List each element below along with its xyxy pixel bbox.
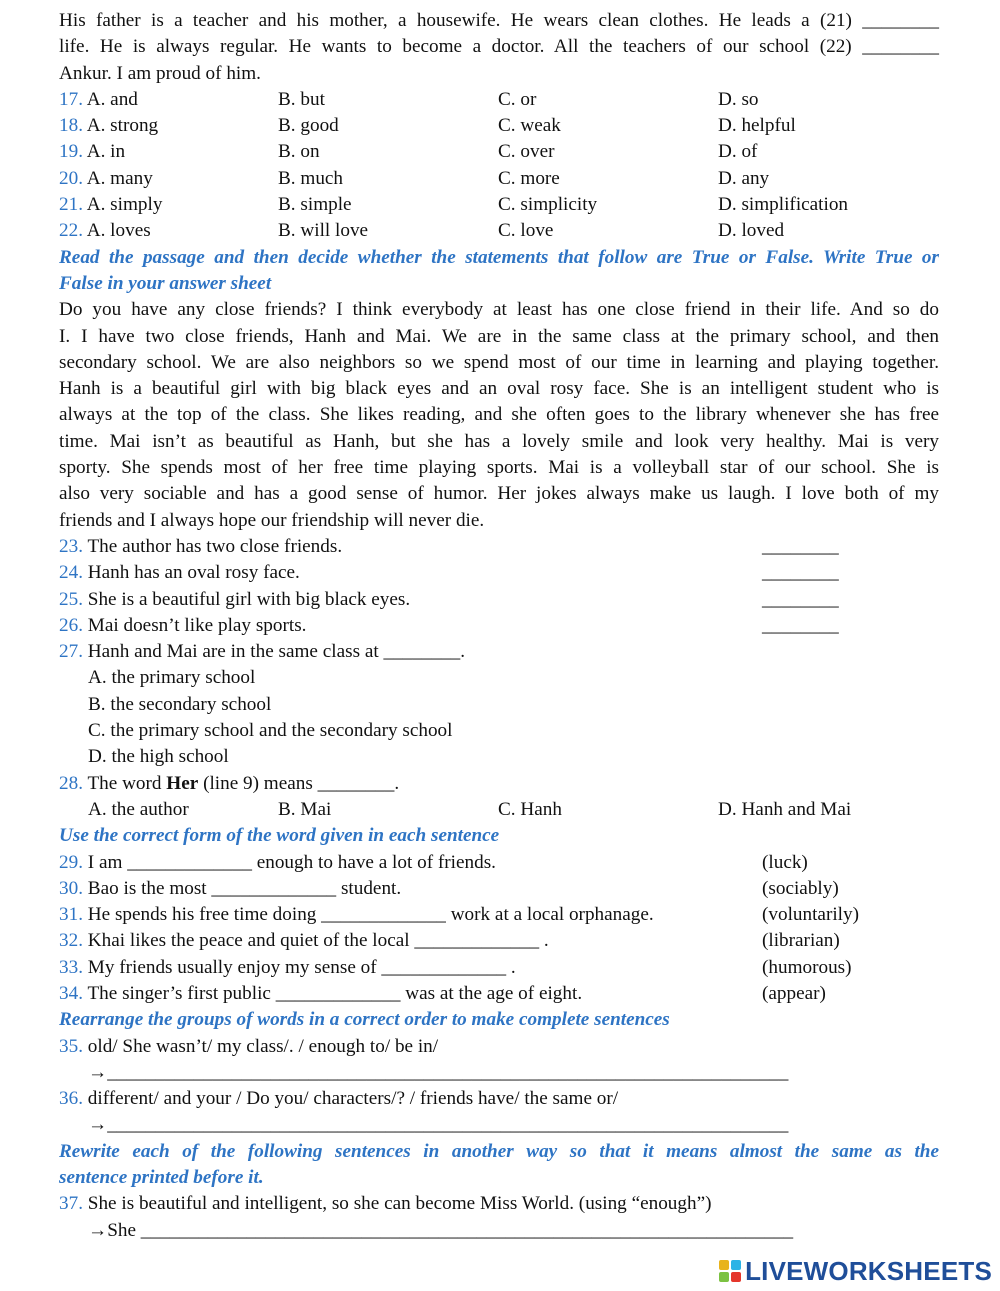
option-d[interactable]: D. so xyxy=(718,88,759,110)
reading-line: I. I have two close friends, Hanh and Mai. We are in the same class at the primary school, and then xyxy=(59,325,939,347)
rearrange-question-36 xyxy=(59,1086,939,1112)
sentence[interactable]: My friends usually enjoy my sense of _____________ . xyxy=(87,956,516,978)
option-b[interactable]: B. the secondary school xyxy=(88,693,272,715)
reading-line: Do you have any close friends? I think everybody at least has one close friend in their life. And so do xyxy=(59,299,939,321)
liveworksheets-logo[interactable] xyxy=(719,1256,992,1286)
section-instruction: False in your answer sheet xyxy=(59,272,272,294)
reading-line: also very sociable and has a good sense of humor. Her jokes always make us laugh. I love both of my xyxy=(59,483,939,505)
word-hint: (luck) xyxy=(762,851,808,873)
question-27 xyxy=(59,639,939,665)
option-b[interactable]: B. will love xyxy=(278,220,369,242)
question-number: 17. xyxy=(59,88,83,110)
question-number: 27. xyxy=(59,641,83,663)
option-c[interactable]: C. weak xyxy=(498,115,561,137)
option-c[interactable]: C. more xyxy=(498,167,560,189)
statement: Mai doesn’t like play sports. xyxy=(87,614,307,636)
option-a[interactable]: A. the author xyxy=(88,798,189,820)
tf-question-25 xyxy=(59,587,939,613)
option-d[interactable]: D. of xyxy=(718,141,758,163)
section-instruction: Read the passage and then decide whether the statements that follow are True or False. Write True or xyxy=(59,246,939,268)
logo-icon xyxy=(719,1260,741,1282)
reading-line: Hanh is a beautiful girl with big black eyes and an oval rosy face. She is an intelligent student who is xyxy=(59,378,939,400)
question-number: 35. xyxy=(59,1035,83,1057)
sentence[interactable]: He spends his free time doing _____________ work at a local orphanage. xyxy=(87,904,654,926)
word-hint: (appear) xyxy=(762,982,826,1004)
passage-line: life. He is always regular. He wants to become a doctor. All the teachers of our school (22) ________ xyxy=(59,36,939,58)
wf-question-33 xyxy=(59,955,939,981)
reading-line: secondary school. We are also neighbors so we spend most of our time in learning and playing together. xyxy=(59,351,939,373)
option-a[interactable]: A. loves xyxy=(86,220,151,242)
wf-question-34 xyxy=(59,981,939,1007)
option-a[interactable]: A. and xyxy=(86,88,138,110)
option-a[interactable]: A. many xyxy=(86,167,153,189)
answer-blank[interactable]: ________ xyxy=(762,562,839,584)
option-d[interactable]: D. loved xyxy=(718,220,785,242)
option-a[interactable]: A. strong xyxy=(86,115,159,137)
question-number: 37. xyxy=(59,1193,83,1215)
option-b[interactable]: B. on xyxy=(278,141,320,163)
tf-question-24 xyxy=(59,560,939,586)
rearrange-question-35 xyxy=(59,1034,939,1060)
mc-question-20 xyxy=(59,166,939,192)
option-d[interactable]: D. any xyxy=(718,167,770,189)
sentence[interactable]: Bao is the most _____________ student. xyxy=(87,877,402,899)
option-d[interactable]: D. Hanh and Mai xyxy=(718,798,852,820)
word-groups: old/ She wasn’t/ my class/. / enough to/ be in/ xyxy=(87,1035,439,1057)
option-b[interactable]: B. but xyxy=(278,88,325,110)
tf-question-23 xyxy=(59,534,939,560)
question-number: 34. xyxy=(59,982,83,1004)
question-number: 31. xyxy=(59,904,83,926)
bold-word: Her xyxy=(166,772,199,794)
option-c[interactable]: C. the primary school and the secondary school xyxy=(88,720,453,742)
question-number: 18. xyxy=(59,115,83,137)
reading-line: always at the top of the class. She likes reading, and she often goes to the library whenever she has free xyxy=(59,404,939,426)
answer-blank[interactable]: ________ xyxy=(762,588,839,610)
brand-name: LIVEWORKSHEETS xyxy=(745,1255,992,1286)
answer-blank[interactable]: ________ xyxy=(762,535,839,557)
sentence[interactable]: The singer’s first public _____________ was at the age of eight. xyxy=(87,982,583,1004)
question-number: 24. xyxy=(59,562,83,584)
question-number: 30. xyxy=(59,877,83,899)
mc-question-19 xyxy=(59,139,939,165)
option-a[interactable]: A. simply xyxy=(86,194,163,216)
wf-question-29 xyxy=(59,850,939,876)
wf-question-31 xyxy=(59,902,939,928)
section-instruction: sentence printed before it. xyxy=(59,1167,264,1189)
sentence[interactable]: Khai likes the peace and quiet of the local _____________ . xyxy=(87,930,549,952)
word-hint: (voluntarily) xyxy=(762,904,859,926)
reading-line: friends and I always hope our friendship will never die. xyxy=(59,509,485,531)
question-number: 26. xyxy=(59,614,83,636)
word-hint: (librarian) xyxy=(762,930,840,952)
question-stem: The word Her (line 9) means ________. xyxy=(87,772,400,794)
mc-question-22 xyxy=(59,218,939,244)
statement: Hanh has an oval rosy face. xyxy=(87,562,300,584)
answer-line[interactable]: →She ____________________________________________________________________ xyxy=(88,1219,794,1241)
statement: She is a beautiful girl with big black eyes. xyxy=(87,588,411,610)
question-number: 32. xyxy=(59,930,83,952)
question-number: 21. xyxy=(59,194,83,216)
question-28 xyxy=(59,771,939,797)
word-groups: different/ and your / Do you/ characters/? / friends have/ the same or/ xyxy=(87,1088,619,1110)
section-instruction: Rewrite each of the following sentences in another way so that it means almost the same as the xyxy=(59,1140,939,1162)
question-number: 19. xyxy=(59,141,83,163)
word-hint: (humorous) xyxy=(762,956,852,978)
option-b[interactable]: B. good xyxy=(278,115,339,137)
section-instruction: Use the correct form of the word given in each sentence xyxy=(59,825,500,847)
mc-question-18 xyxy=(59,113,939,139)
question-number: 22. xyxy=(59,220,83,242)
passage-line: Ankur. I am proud of him. xyxy=(59,62,261,84)
reading-line: sporty. She spends most of her free time playing sports. Mai is a volleyball star of our school. She is xyxy=(59,457,939,479)
question-number: 20. xyxy=(59,167,83,189)
question-stem: Hanh and Mai are in the same class at ________. xyxy=(87,641,466,663)
question-number: 25. xyxy=(59,588,83,610)
question-28-options xyxy=(59,797,939,823)
option-c[interactable]: C. or xyxy=(498,88,537,110)
passage-line: His father is a teacher and his mother, a housewife. He wears clean clothes. He leads a (21) ________ xyxy=(59,10,939,31)
option-b[interactable]: B. much xyxy=(278,167,344,189)
answer-line[interactable]: →_______________________________________________________________________ xyxy=(88,1114,789,1136)
question-number: 33. xyxy=(59,956,83,978)
answer-line[interactable]: →_______________________________________________________________________ xyxy=(88,1061,789,1083)
question-number: 28. xyxy=(59,772,83,794)
option-a[interactable]: A. the primary school xyxy=(88,667,256,689)
rewrite-question-37 xyxy=(59,1191,939,1217)
option-b[interactable]: B. Mai xyxy=(278,798,332,820)
option-d[interactable]: D. simplification xyxy=(718,194,849,216)
question-number: 23. xyxy=(59,535,83,557)
worksheet-page xyxy=(59,8,939,1244)
word-hint: (sociably) xyxy=(762,877,839,899)
option-c[interactable]: C. simplicity xyxy=(498,194,598,216)
mc-question-21 xyxy=(59,192,939,218)
question-number: 36. xyxy=(59,1088,83,1110)
option-b[interactable]: B. simple xyxy=(278,194,352,216)
option-d[interactable]: D. helpful xyxy=(718,115,796,137)
section-instruction: Rearrange the groups of words in a correct order to make complete sentences xyxy=(59,1009,670,1031)
wf-question-32 xyxy=(59,928,939,954)
option-c[interactable]: C. Hanh xyxy=(498,798,562,820)
sentence: She is beautiful and intelligent, so she can become Miss World. (using “enough”) xyxy=(87,1193,712,1215)
reading-line: time. Mai isn’t as beautiful as Hanh, but she has a lovely smile and look very healthy. Mai is very xyxy=(59,430,939,452)
tf-question-26 xyxy=(59,613,939,639)
wf-question-30 xyxy=(59,876,939,902)
answer-blank[interactable]: ________ xyxy=(762,614,839,636)
statement: The author has two close friends. xyxy=(87,535,343,557)
mc-question-17 xyxy=(59,87,939,113)
sentence[interactable]: I am _____________ enough to have a lot of friends. xyxy=(87,851,496,873)
option-a[interactable]: A. in xyxy=(86,141,126,163)
option-c[interactable]: C. love xyxy=(498,220,554,242)
option-c[interactable]: C. over xyxy=(498,141,555,163)
question-number: 29. xyxy=(59,851,83,873)
option-d[interactable]: D. the high school xyxy=(88,746,229,768)
